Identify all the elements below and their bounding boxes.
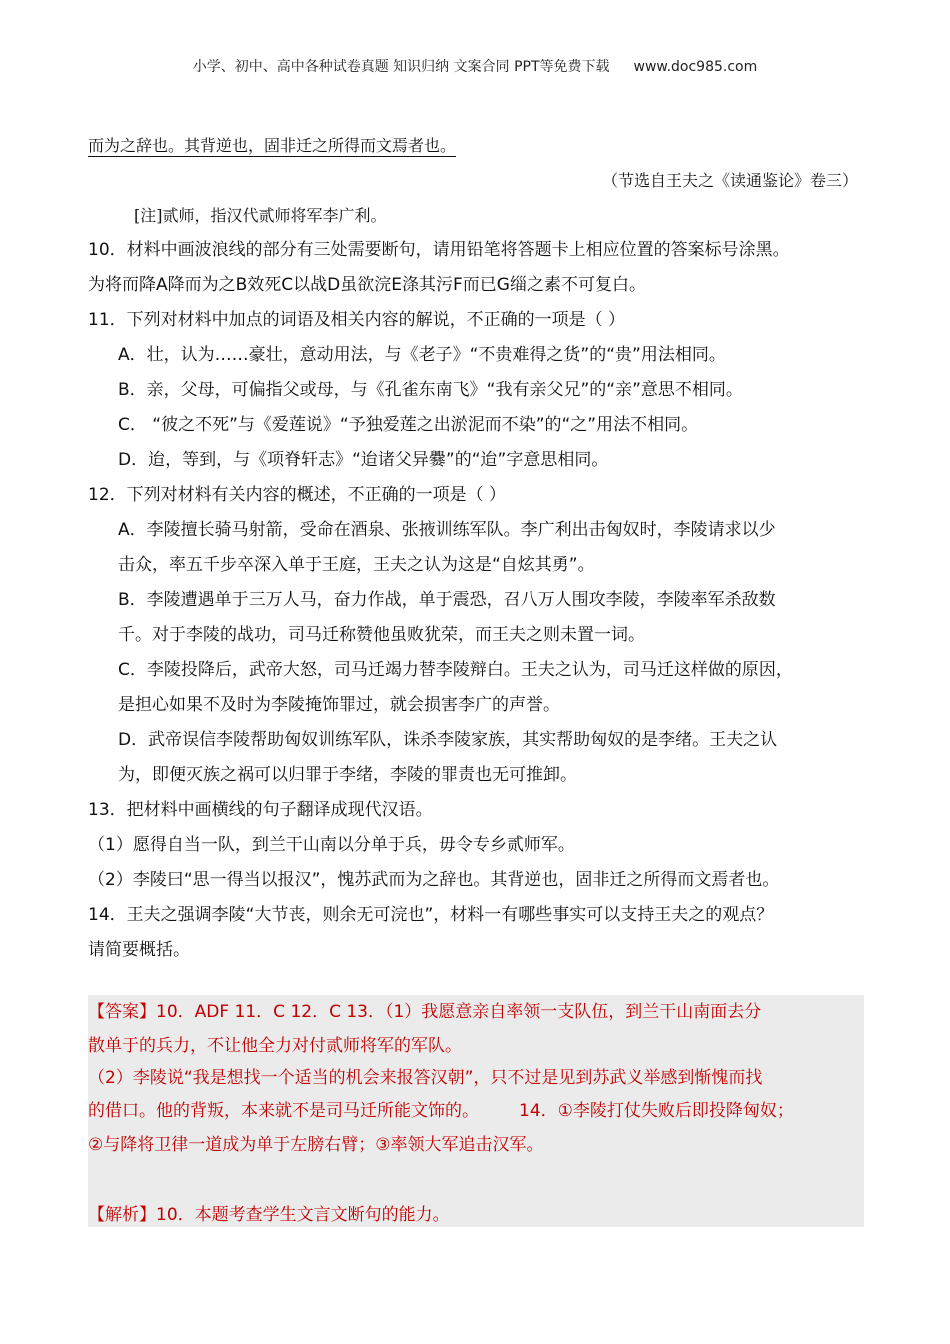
- question-11-option-b: B．亲，父母，可偏指父或母，与《孔雀东南飞》“我有亲父兄”的“亲”意思不相同。: [118, 380, 743, 400]
- question-12-option-b-cont: 千。对于李陵的战功，司马迁称赞他虽败犹荣，而王夫之则未置一词。: [118, 625, 645, 645]
- question-12-option-c-cont: 是担心如果不及时为李陵掩饰罪过，就会损害李广的声誉。: [118, 695, 560, 715]
- document-body: [88, 128, 868, 968]
- question-13-stem: 13．把材料中画横线的句子翻译成现代汉语。: [88, 800, 433, 820]
- question-11: [88, 303, 868, 478]
- question-14: [88, 898, 868, 968]
- analysis-line: 【解析】10．本题考查学生文言文断句的能力。: [88, 1205, 450, 1225]
- underlined-sentence: 而为之辞也。其背逆也，固非迁之所得而文焉者也。: [88, 136, 457, 155]
- question-11-option-d: D．迨，等到，与《项脊轩志》“迨诸父异爨”的“迨”字意思相同。: [118, 450, 609, 470]
- page-header: [0, 56, 950, 76]
- question-10-text: 为将而降A降而为之B效死C以战D虽欲浣E涤其污F而已G缁之素不可复白。: [88, 275, 646, 295]
- question-12-option-b: B．李陵遭遇单于三万人马，奋力作战，单于震恐，召八万人围攻李陵，李陵率军杀敌数: [118, 590, 776, 610]
- answer-line-3: （2）李陵说“我是想找一个适当的机会来报答汉朝”，只不过是见到苏武义举感到惭愧而找: [88, 1068, 763, 1088]
- question-12-option-a: A．李陵擅长骑马射箭，受命在酒泉、张掖训练军队。李广利出击匈奴时，李陵请求以少: [118, 520, 776, 540]
- question-11-stem: 11．下列对材料中加点的词语及相关内容的解说，不正确的一项是（ ）: [88, 310, 626, 330]
- question-12: [88, 478, 868, 793]
- question-11-option-a: A．壮，认为……豪壮，意动用法，与《老子》“不贵难得之货”的“贵”用法相同。: [118, 345, 726, 365]
- answer-line-2: 散单于的兵力，不让他全力对付贰师将军的军队。: [88, 1036, 462, 1056]
- answer-line-4: [88, 1094, 794, 1129]
- header-text: 小学、初中、高中各种试卷真题 知识归纳 文案合同 PPT等免费下载: [192, 59, 610, 75]
- annotation-note: [注]贰师，指汉代贰师将军李广利。: [134, 206, 387, 225]
- answer-line-4-part-b: 14．①李陵打仗失败后即投降匈奴；: [519, 1101, 794, 1121]
- answer-line-4-part-a: 的借口。他的背叛，本来就不是司马迁所能文饰的。: [88, 1101, 479, 1121]
- answer-box: [88, 995, 864, 1227]
- answer-line-5: ②与降将卫律一道成为单于左膀右臂；③率领大军追击汉军。: [88, 1135, 544, 1155]
- question-12-option-c: C．李陵投降后，武帝大怒，司马迁竭力替李陵辩白。王夫之认为，司马迁这样做的原因，: [118, 660, 793, 680]
- question-12-option-d-cont: 为，即便灭族之祸可以归罪于李绪，李陵的罪责也无可推卸。: [118, 765, 577, 785]
- question-13-part-1: （1）愿得自当一队，到兰干山南以分单于兵，毋令专乡贰师军。: [88, 835, 575, 855]
- question-14-stem: 14．王夫之强调李陵“大节丧，则余无可浣也”，材料一有哪些事实可以支持王夫之的观点？: [88, 905, 774, 925]
- source-citation: （节选自王夫之《读通鉴论》卷三）: [601, 171, 858, 190]
- question-10-stem: 10．材料中画波浪线的部分有三处需要断句，请用铅笔将答题卡上相应位置的答案标号涂黑。: [88, 240, 790, 260]
- question-12-stem: 12．下列对材料有关内容的概述，不正确的一项是（ ）: [88, 485, 507, 505]
- question-12-option-d: D．武帝误信李陵帮助匈奴训练军队，诛杀李陵家族，其实帮助匈奴的是李绪。王夫之认: [118, 730, 778, 750]
- answer-line-1: 【答案】10．ADF 11．C 12．C 13．（1）我愿意亲自率领一支队伍，到兰干山南面去分: [88, 1002, 762, 1022]
- question-12-option-a-cont: 击众，率五千步卒深入单于王庭，王夫之认为这是“自炫其勇”。: [118, 555, 595, 575]
- header-url[interactable]: www.doc985.com: [633, 59, 758, 75]
- question-13: [88, 793, 868, 898]
- question-10: [88, 233, 868, 303]
- question-13-part-2: （2）李陵曰“思一得当以报汉”，愧苏武而为之辞也。其背逆也，固非迁之所得而文焉者也。: [88, 870, 780, 890]
- question-14-stem-cont: 请简要概括。: [88, 940, 190, 960]
- question-11-option-c: C． “彼之不死”与《爱莲说》“予独爱莲之出淤泥而不染”的“之”用法不相同。: [118, 415, 699, 435]
